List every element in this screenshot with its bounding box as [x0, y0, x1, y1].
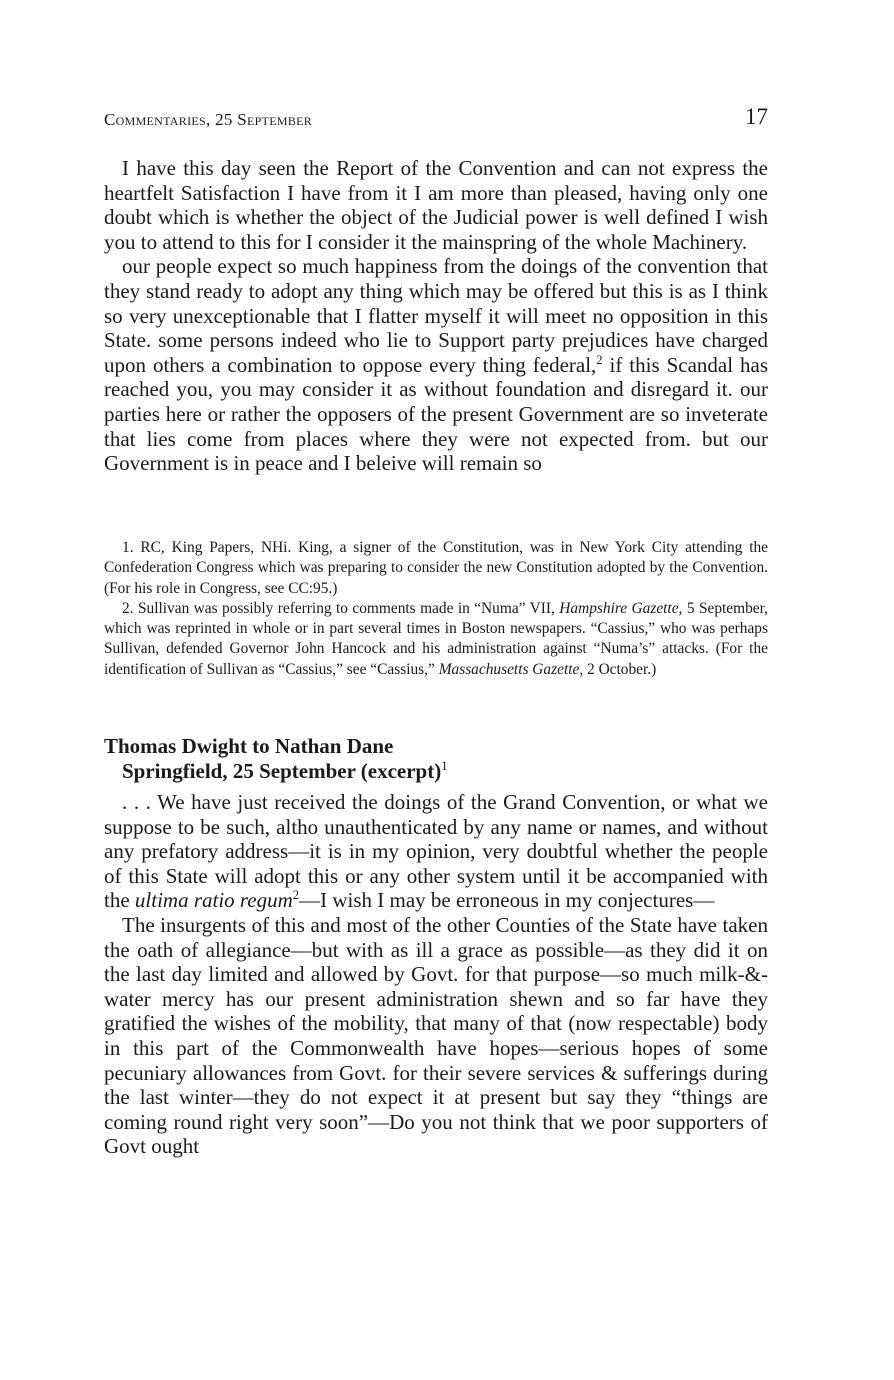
- paragraph: our people expect so much happiness from the doings of the convention that they stand ready to adopt any thing which may be offered but this is as I think so very unexceptionable that I flatter myself it will meet no opposition in this State. some persons indeed who lie to Support party prejudices have charged upon others a combination to oppose every thing federal,$^2$ if this Scandal has reached you, you may consider it as without foundation and disregard it. our parties here or rather the opposers of the present Government are so inveterate that lies come from places where they were not expected from. but our Government is in peace and I beleive will remain so: [104, 254, 768, 476]
- newspaper-title: Massachusetts Gazette,: [438, 660, 584, 678]
- paragraph: The insurgents of this and most of the other Counties of the State have taken the oath of allegiance—but with as ill a grace as possible—as they did it on the last day limited and allowed by Govt. for that purpose—so much milk-&-water mercy has our present administration shewn and so far have they gratified the wishes of the mobility, that many of that (now respectable) body in this part of the Commonwealth have hopes—serious hopes of some pecuniary allowances from Govt. for their severe services & sufferings during the last winter—they do not expect it at present but say they “things are coming round right very soon”—Do you not think that we poor supporters of Govt ought: [104, 912, 768, 1159]
- page-header: [104, 104, 768, 134]
- letter-sullivan-body: [104, 156, 768, 476]
- paragraph: I have this day seen the Report of the Convention and can not express the heartfelt Satisfaction I have from it I am more than pleased, having only one doubt which is whether the object of the Judicial power is well defined I wish you to attend to this for I consider it the mainspring of the whole Machinery.: [104, 156, 768, 254]
- document-heading: [104, 734, 768, 784]
- footnotes: [104, 538, 768, 680]
- footnote: 1. RC, King Papers, NHi. King, a signer of the Constitution, was in New York City attending the Confederation Congress which was preparing to consider the new Constitution adopted by the Convention. (For his role in Congress, see CC:95.): [104, 539, 768, 597]
- latin-phrase: ultima ratio regum: [134, 888, 293, 913]
- heading-line-1: Thomas Dwight to Nathan Dane: [104, 734, 394, 758]
- footnote-ref: 2: [596, 352, 603, 367]
- footnote: 2. Sullivan was possibly referring to comments made in “Numa” VII, Hampshire Gazette, 5 September, which was reprinted in whole or in part several times in Boston newspapers. “Cassius,” who was perhaps Sullivan, defended Governor John Hancock and his administration against “Numa’s” attacks. (For the identification of Sullivan as “Cassius,” see “Cassius,” Massachusetts Gazette, 2 October.): [104, 599, 768, 678]
- page-number: 17: [745, 104, 768, 129]
- footnote-ref: 1: [441, 759, 448, 773]
- letter-dwight-body: [104, 790, 768, 1159]
- heading-line-2: Springfield, 25 September (excerpt)$^1$: [122, 759, 448, 783]
- paragraph: . . . We have just received the doings of the Grand Convention, or what we suppose to be such, altho unauthenticated by any name or names, and without any prefatory address—it is in my opinion, very doubtful whether the people of this State will adopt this or any other system until it be accompanied with the ultima ratio regum$^2$—I wish I may be erroneous in my conjectures—: [104, 790, 768, 913]
- footnote-ref: 2: [292, 888, 300, 903]
- newspaper-title: Hampshire Gazette,: [559, 599, 683, 617]
- running-head: Commentaries, 25 September: [104, 110, 313, 129]
